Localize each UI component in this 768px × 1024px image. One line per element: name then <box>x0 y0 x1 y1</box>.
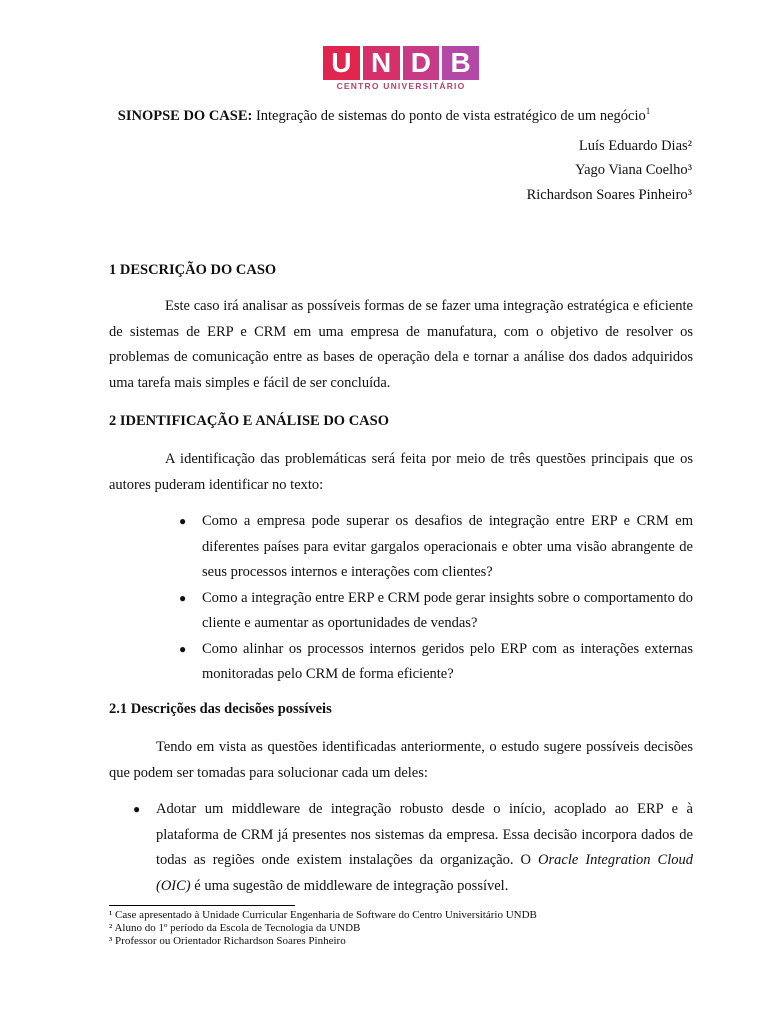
decision-1-italic: Oracle Integration Cloud (OIC) <box>156 852 694 894</box>
decision-1-text: Adotar um middleware de integração robusto desde o início, acoplado ao ERP e à plataforma de CRM já presentes nos sistemas da empresa. Essa decisão incorpora dados de todas as regiões onde existem instalações da organização. O <box>156 801 693 868</box>
list-item <box>179 637 693 688</box>
author-2: Yago Viana Coelho³ <box>575 162 692 178</box>
footnote-2: ² Aluno do 1º período da Escola de Tecnologia da UNDB <box>109 922 361 934</box>
logo-letter-b: B <box>442 46 479 80</box>
question-2: Como a integração entre ERP e CRM pode gerar insights sobre o comportamento do cliente e aumentar as oportunidades de vendas? <box>202 589 693 631</box>
decisions-list <box>133 797 694 899</box>
section-2-body: A identificação das problemáticas será feita por meio de três questões principais que os autores puderam identificar no texto: <box>109 451 693 493</box>
title-bold: SINOPSE DO CASE: <box>117 107 253 124</box>
logo-subtitle: CENTRO UNIVERSITÁRIO <box>336 81 466 91</box>
footnote-divider <box>109 905 295 906</box>
section-2-1-heading: 2.1 Descrições das decisões possíveis <box>109 701 332 717</box>
bullet-icon: ● <box>179 514 187 528</box>
section-2-heading: 2 IDENTIFICAÇÃO E ANÁLISE DO CASO <box>109 413 389 429</box>
bullet-icon: ● <box>179 641 187 656</box>
bullet-icon: ● <box>179 590 187 605</box>
questions-list <box>179 509 693 688</box>
footnotes <box>109 909 537 948</box>
list-item <box>179 586 693 637</box>
logo-letter-u: U <box>323 46 360 80</box>
document-title <box>0 106 768 125</box>
list-item <box>179 509 693 586</box>
decision-1-tail: é uma sugestão de middleware de integração possível. <box>194 877 509 894</box>
footnote-3: ³ Professor ou Orientador Richardson Soares Pinheiro <box>109 935 346 947</box>
section-2-1-body: Tendo em vista as questões identificadas anteriormente, o estudo sugere possíveis decisões que podem ser tomadas para solucionar cada um deles: <box>109 739 693 781</box>
title-footnote-ref: 1 <box>645 106 651 116</box>
author-1: Luís Eduardo Dias² <box>578 138 692 154</box>
undb-logo <box>323 46 479 92</box>
list-item <box>133 797 694 899</box>
author-3: Richardson Soares Pinheiro³ <box>526 187 692 203</box>
section-1-heading: 1 DESCRIÇÃO DO CASO <box>109 262 277 278</box>
section-1-body: Este caso irá analisar as possíveis formas de se fazer uma integração estratégica e eficiente de sistemas de ERP e CRM em uma empresa de manufatura, com o objetivo de resolver os problemas de comunicação entre as bases de operação dela e tornar a análise dos dados adquiridos uma tarefa mais simples e fácil de ser concluída. <box>109 298 693 391</box>
title-text: Integração de sistemas do ponto de vista estratégico de um negócio <box>255 107 646 124</box>
logo-letter-n: N <box>363 46 400 80</box>
footnote-1: ¹ Case apresentado à Unidade Curricular Engenharia de Software do Centro Universitário UNDB <box>109 909 537 921</box>
question-1: Como a empresa pode superar os desafios de integração entre ERP e CRM em diferentes países para evitar gargalos operacionais e obter uma visão abrangente de seus processos internos e interações com clientes? <box>202 513 693 580</box>
bullet-icon: ● <box>133 802 141 816</box>
logo-letter-d: D <box>403 46 440 80</box>
question-3: Como alinhar os processos internos geridos pelo ERP com as interações externas monitoradas pelo CRM de forma eficiente? <box>202 640 693 682</box>
